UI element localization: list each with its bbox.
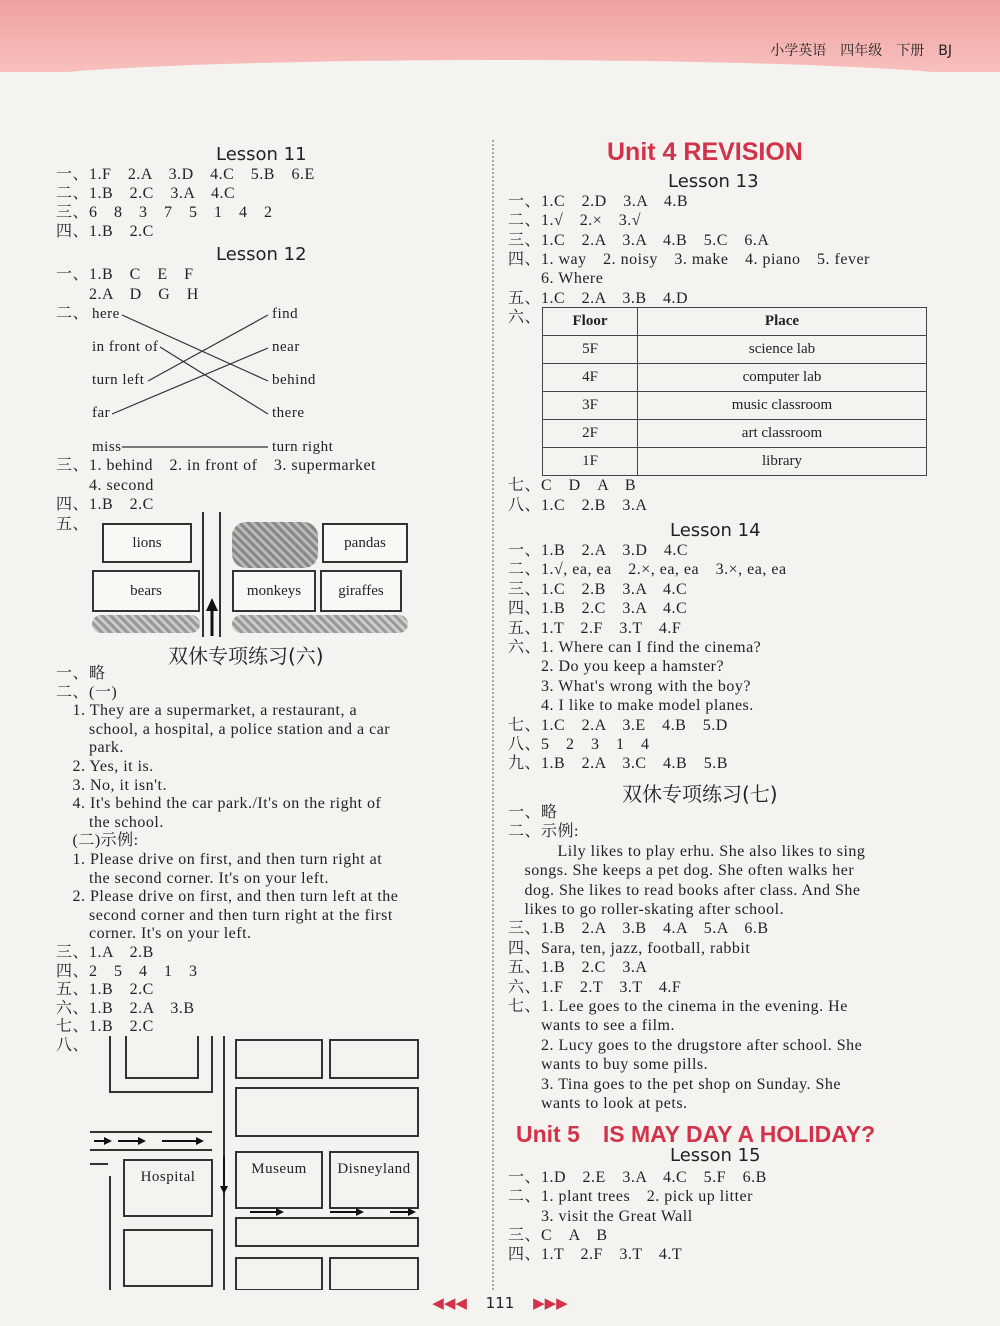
answer-line: 1. They are a supermarket, a restaurant, a (56, 702, 358, 720)
answer-line: 3. No, it isn't. (56, 776, 167, 794)
answer-line: 3. What's wrong with the boy? (508, 677, 751, 695)
zoo-bears: bears (92, 570, 200, 612)
match-lines (0, 0, 500, 470)
answer-line: 四、2 5 4 1 3 (56, 962, 198, 980)
answer-line: 九、1.B 2.A 3.C 4.B 5.B (508, 755, 728, 773)
lesson-14-title: Lesson 14 (670, 520, 761, 541)
answer-line: dog. She likes to read books after class. And She (508, 881, 861, 899)
answer-line: corner. It's on your left. (56, 925, 252, 943)
answer-line: Lily likes to play erhu. She also likes to sing (508, 842, 866, 860)
unit-4-title: Unit 4 REVISION (607, 138, 803, 166)
map-disneyland: Disneyland (337, 1161, 411, 1177)
answer-line: 二、(一) (56, 683, 118, 701)
table-row (543, 448, 927, 476)
edition: BJ (938, 43, 952, 59)
answer-line: 五、1.B 2.C (56, 981, 154, 999)
answer-line: 六、1.F 2.T 3.T 4.F (508, 978, 682, 996)
term: 下册 (896, 43, 925, 59)
answer-line: 三、1.C 2.A 3.A 4.B 5.C 6.A (508, 231, 770, 249)
answer-line: 二、1.√ 2.× 3.√ (508, 212, 642, 230)
answer-line: 七、C D A B (508, 477, 637, 494)
lesson-11-title: Lesson 11 (216, 144, 307, 165)
answer-line: likes to go roller-skating after school. (508, 901, 785, 918)
answer-line: 五、1.C 2.A 3.B 4.D (508, 289, 689, 307)
zoo-giraffes: giraffes (320, 570, 402, 612)
table-cell: 2F (543, 420, 638, 448)
table-cell: 5F (543, 336, 638, 364)
lesson-13-title: Lesson 13 (668, 171, 759, 192)
match-left-2: turn left (92, 372, 145, 388)
road-arrow (196, 512, 226, 642)
unit-5-title: Unit 5 IS MAY DAY A HOLIDAY? (516, 1121, 876, 1147)
match-right-1: near (272, 339, 300, 355)
answer-line: 一、略 (508, 804, 558, 821)
prev-arrows-icon: ◀◀◀ (432, 1294, 467, 1312)
lesson-15-title: Lesson 15 (670, 1145, 761, 1166)
answer-line: 4. It's behind the car park./It's on the right of (56, 795, 382, 813)
answer-line: 四、1.B 2.C 3.A 4.C (508, 600, 688, 618)
answer-line: 四、Sara, ten, jazz, football, rabbit (508, 939, 751, 957)
answer-line: 2. Do you keep a hamster? (508, 658, 725, 676)
answer-line: 二、1.B 2.C 3.A 4.C (56, 185, 236, 202)
answer-line: 三、C A B (508, 1226, 608, 1244)
answer-line: 三、1.C 2.B 3.A 4.C (508, 580, 688, 598)
answer-line: 3. Tina goes to the pet shop on Sunday. She (508, 1075, 842, 1093)
match-left-4: miss (92, 439, 122, 455)
answer-line: wants to look at pets. (508, 1095, 688, 1112)
match-left-0: here (92, 306, 120, 322)
match-right-2: behind (272, 372, 316, 388)
answer-line: 五、1.T 2.F 3.T 4.F (508, 619, 682, 637)
answer-line: wants to see a film. (508, 1017, 675, 1035)
table-cell: art classroom (638, 420, 927, 448)
table-row (543, 336, 927, 364)
match-right-3: there (272, 405, 305, 421)
match-left-1: in front of (92, 339, 159, 355)
table-cell: 1F (543, 448, 638, 476)
answer-line: 三、6 8 3 7 5 1 4 2 (56, 204, 273, 221)
zoo-monkeys: monkeys (232, 570, 316, 612)
table-cell: computer lab (638, 364, 927, 392)
answer-line: 一、1.D 2.E 3.A 4.C 5.F 6.B (508, 1169, 767, 1186)
answer-line: 八、 (56, 1037, 90, 1054)
answer-line: school, a hospital, a police station and a car (56, 720, 391, 738)
answer-line: 六、1. Where can I find the cinema? (508, 639, 762, 656)
answer-line: (二)示例: (56, 832, 139, 850)
wall-right (232, 615, 408, 633)
answer-line: 4. I like to make model planes. (508, 697, 754, 715)
table-row (543, 364, 927, 392)
answer-line: 二、1. plant trees 2. pick up litter (508, 1188, 753, 1206)
answer-line: 四、1. way 2. noisy 3. make 4. piano 5. fever (508, 250, 870, 268)
answer-line: 一、1.B C E F (56, 266, 194, 283)
table-header-place: Place (638, 308, 927, 336)
answer-line: 2. Yes, it is. (56, 758, 154, 775)
answer-line: 三、1. behind 2. in front of 3. supermarket (56, 457, 377, 474)
answer-line: 七、1.C 2.A 3.E 4.B 5.D (508, 716, 728, 734)
table-cell: library (638, 448, 927, 476)
answer-line: 1. Please drive on first, and then turn right at (56, 851, 383, 868)
answer-line: the school. (56, 813, 164, 831)
zoo-pandas: pandas (322, 523, 408, 563)
map-museum: Museum (251, 1161, 307, 1177)
match-left-3: far (92, 405, 111, 421)
table-cell: music classroom (638, 392, 927, 420)
answer-line: the second corner. It's on your left. (56, 869, 329, 887)
answer-line: 2. Lucy goes to the drugstore after school. She (508, 1036, 863, 1054)
answer-line: 二、 (56, 305, 90, 322)
answer-line: 二、1.√, ea, ea 2.×, ea, ea 3.×, ea, ea (508, 561, 787, 579)
table-header-floor: Floor (543, 308, 638, 336)
answer-line: 四、1.T 2.F 3.T 4.T (508, 1246, 683, 1264)
page-number: 111 (485, 1294, 515, 1312)
answer-line: 6. Where (508, 270, 604, 288)
wall-left (92, 615, 200, 633)
match-right-4: turn right (272, 439, 334, 455)
practice-6-title: 双休专项练习(六) (168, 644, 324, 668)
answer-line: 五、 (56, 515, 90, 533)
table-cell: science lab (638, 336, 927, 364)
lesson-12-title: Lesson 12 (216, 244, 307, 265)
answer-line: wants to buy some pills. (508, 1056, 709, 1074)
zoo-lions: lions (102, 523, 192, 563)
answer-line: 四、1.B 2.C (56, 223, 154, 240)
header-info (756, 40, 952, 60)
table-cell: 4F (543, 364, 638, 392)
answer-line: second corner and then turn right at the first (56, 906, 393, 924)
answer-line: 四、1.B 2.C (56, 496, 154, 513)
table-row (543, 420, 927, 448)
grade: 四年级 (840, 43, 883, 59)
answer-line: 一、1.F 2.A 3.D 4.C 5.B 6.E (56, 166, 315, 183)
floor-table (542, 307, 927, 476)
answer-line: songs. She keeps a pet dog. She often walks her (508, 862, 855, 880)
answer-line: 3. visit the Great Wall (508, 1207, 693, 1225)
table-cell: 3F (543, 392, 638, 420)
answer-line: 一、1.C 2.D 3.A 4.B (508, 193, 689, 210)
table-header-row (543, 308, 927, 336)
answer-line: 一、1.B 2.A 3.D 4.C (508, 542, 689, 559)
practice-7-title: 双休专项练习(七) (622, 782, 778, 806)
answer-line: 一、略 (56, 665, 106, 682)
bush-1 (232, 522, 318, 568)
subject: 小学英语 (770, 43, 827, 59)
answer-line: 4. second (56, 476, 154, 494)
answer-line: 八、1.C 2.B 3.A (508, 496, 648, 514)
answer-line: 2.A D G H (56, 285, 199, 303)
answer-line: 七、1.B 2.C (56, 1018, 154, 1036)
answer-line: 五、1.B 2.C 3.A (508, 959, 648, 977)
next-arrows-icon: ▶▶▶ (533, 1294, 568, 1312)
answer-line: 三、1.B 2.A 3.B 4.A 5.A 6.B (508, 920, 769, 938)
answer-line: 2. Please drive on first, and then turn left at the (56, 888, 399, 906)
answer-line: 二、示例: (508, 823, 579, 841)
table-row (543, 392, 927, 420)
map-hospital: Hospital (140, 1169, 196, 1185)
footer (0, 1294, 1000, 1312)
match-right-0: find (272, 306, 299, 322)
answer-line: park. (56, 739, 124, 757)
answer-line: 七、1. Lee goes to the cinema in the evening. He (508, 998, 848, 1015)
answer-line: 六、1.B 2.A 3.B (56, 999, 195, 1017)
answer-line: 六、 (508, 308, 542, 326)
answer-line: 三、1.A 2.B (56, 944, 154, 961)
answer-line: 八、5 2 3 1 4 (508, 736, 650, 753)
